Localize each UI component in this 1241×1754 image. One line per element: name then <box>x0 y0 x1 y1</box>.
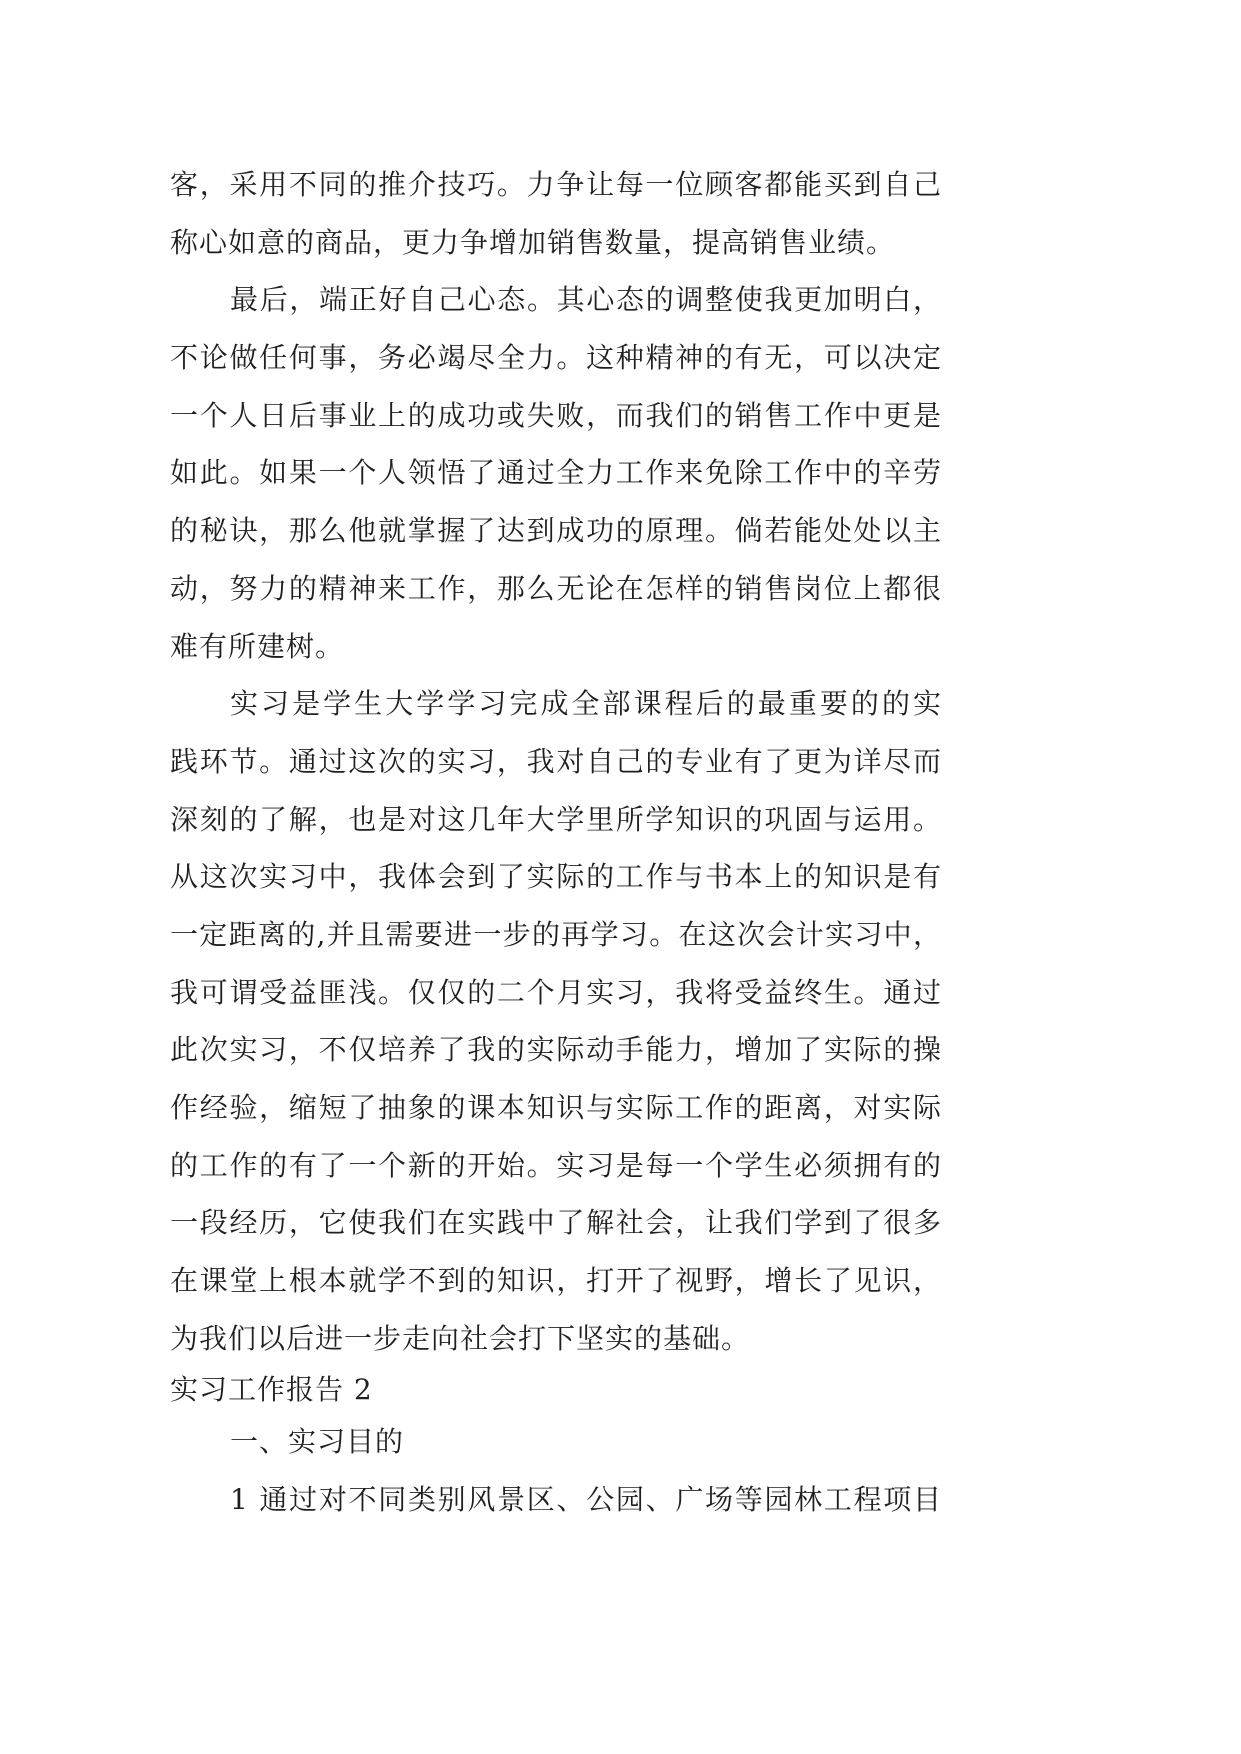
text-line: 如此。如果一个人领悟了通过全力工作来免除工作中的辛劳 <box>170 456 942 490</box>
text-line: 在课堂上根本就学不到的知识，打开了视野，增长了见识， <box>170 1264 942 1298</box>
text-line: 1 通过对不同类别风景区、公园、广场等园林工程项目 <box>230 1483 942 1517</box>
text-line: 我可谓受益匪浅。仅仅的二个月实习，我将受益终生。通过 <box>170 975 942 1009</box>
text-line: 从这次实习中，我体会到了实际的工作与书本上的知识是有 <box>170 860 942 894</box>
text-line: 称心如意的商品，更力争增加销售数量，提高销售业绩。 <box>170 225 896 259</box>
text-line: 不论做任何事，务必竭尽全力。这种精神的有无，可以决定 <box>170 341 942 375</box>
text-line: 践环节。通过这次的实习，我对自己的专业有了更为详尽而 <box>170 744 942 778</box>
text-line: 深刻的了解，也是对这几年大学里所学知识的巩固与运用。 <box>170 802 942 836</box>
text-line: 最后，端正好自己心态。其心态的调整使我更加明白， <box>230 283 942 317</box>
text-line: 一个人日后事业上的成功或失败，而我们的销售工作中更是 <box>170 398 942 432</box>
report-heading: 实习工作报告 2 <box>170 1373 373 1407</box>
text-line: 此次实习，不仅培养了我的实际动手能力，增加了实际的操 <box>170 1033 942 1067</box>
document-body <box>170 156 942 1529</box>
paragraph <box>170 271 942 675</box>
text-line: 客，采用不同的推介技巧。力争让每一位顾客都能买到自己 <box>170 168 942 201</box>
text-line: 一定距离的,并且需要进一步的再学习。在这次会计实习中， <box>170 917 942 951</box>
text-line: 难有所建树。 <box>170 629 345 663</box>
text-line: 的秘诀，那么他就掌握了达到成功的原理。倘若能处处以主 <box>170 514 942 548</box>
paragraph <box>170 675 942 1367</box>
text-line: 一段经历，它使我们在实践中了解社会，让我们学到了很多 <box>170 1206 942 1240</box>
text-line: 为我们以后进一步走向社会打下坚实的基础。 <box>170 1321 751 1355</box>
paragraph <box>170 1471 942 1529</box>
text-line: 的工作的有了一个新的开始。实习是每一个学生必须拥有的 <box>170 1148 942 1182</box>
paragraph <box>170 156 942 271</box>
section-heading: 一、实习目的 <box>230 1425 405 1459</box>
text-line: 实习是学生大学学习完成全部课程后的最重要的的实 <box>230 687 942 721</box>
text-line: 动，努力的精神来工作，那么无论在怎样的销售岗位上都很 <box>170 571 942 605</box>
text-line: 作经验，缩短了抽象的课本知识与实际工作的距离，对实际 <box>170 1091 942 1124</box>
